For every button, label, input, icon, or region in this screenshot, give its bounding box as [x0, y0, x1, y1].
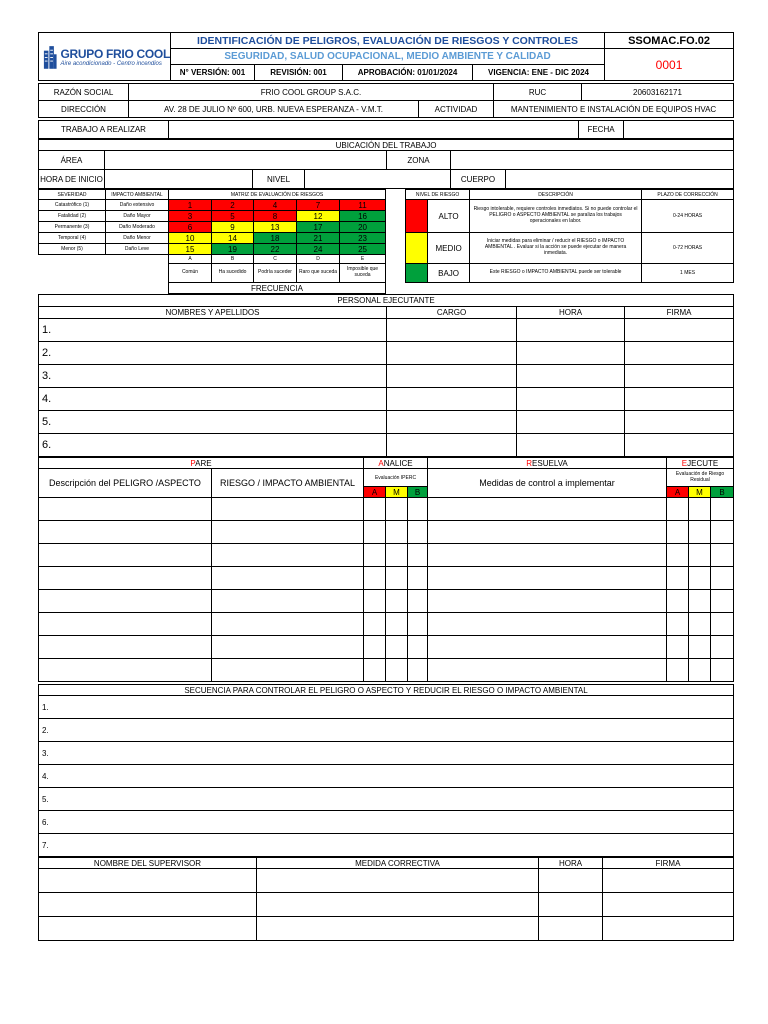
col-firma: FIRMA [603, 858, 734, 869]
table-row [39, 411, 734, 434]
sequence-step[interactable]: 5. [39, 788, 734, 811]
analice-header: ANALICE [364, 458, 428, 469]
plazo-header: PLAZO DE CORRECCIÓN [642, 190, 734, 200]
medidas-header: Medidas de control a implementar [428, 469, 667, 498]
matrix-cell: 6 [169, 222, 212, 233]
col-hora: HORA [539, 858, 603, 869]
matrix-cell: 11 [340, 200, 386, 211]
matrix-cell: 8 [254, 211, 297, 222]
sev-label: Fatalidad (2) [39, 211, 106, 222]
imp-label: Daño Mayor [106, 211, 169, 222]
personal-title: PERSONAL EJECUTANTE [39, 295, 734, 307]
table-row [39, 521, 734, 544]
sev-label: Catastrófico (1) [39, 200, 106, 211]
trabajo-label: TRABAJO A REALIZAR [39, 121, 169, 139]
location-table [38, 139, 734, 189]
matrix-cell: 16 [340, 211, 386, 222]
ipercc-form [38, 32, 733, 941]
risk-matrix [38, 189, 734, 294]
approval-label: APROBACIÓN: 01/01/2024 [343, 65, 473, 81]
supervisor-table [38, 857, 734, 941]
freq-letter: A [169, 255, 212, 264]
matrix-cell: 12 [297, 211, 340, 222]
zona-field[interactable] [451, 151, 734, 170]
personal-row-number[interactable]: 2. [39, 342, 387, 365]
matrix-cell: 4 [254, 200, 297, 211]
logo-brand: GRUPO FRIO COOL [60, 46, 170, 61]
list-item [39, 834, 734, 857]
col-cargo: CARGO [387, 307, 517, 319]
freq-letter: C [254, 255, 297, 264]
matrix-cell: 19 [212, 244, 254, 255]
direccion-value: AV. 28 DE JULIO Nº 600, URB. NUEVA ESPERANZA - V.M.T. [129, 101, 419, 118]
imp-label: Daño Moderado [106, 222, 169, 233]
table-row [39, 319, 734, 342]
form-subtitle: SEGURIDAD, SALUD OCUPACIONAL, MEDIO AMBIENTE Y CALIDAD [171, 49, 605, 65]
level-bajo-label: BAJO [428, 264, 470, 283]
table-row [39, 613, 734, 636]
imp-label: Daño Menor [106, 233, 169, 244]
ruc-value: 20603162171 [582, 84, 734, 101]
sev-label: Temporal (4) [39, 233, 106, 244]
level-bajo-swatch [406, 264, 428, 283]
location-title: UBICACIÓN DEL TRABAJO [39, 140, 734, 151]
ruc-label: RUC [494, 84, 582, 101]
personal-row-number[interactable]: 6. [39, 434, 387, 457]
iperc-b: B [408, 487, 428, 498]
residual-a: A [667, 487, 689, 498]
table-row [39, 893, 734, 917]
table-row [39, 869, 734, 893]
validity-label: VIGENCIA: ENE - DIC 2024 [473, 65, 605, 81]
freq-title: FRECUENCIA [169, 283, 386, 294]
iperc-m: M [386, 487, 408, 498]
col-hora: HORA [517, 307, 625, 319]
personal-row-number[interactable]: 5. [39, 411, 387, 434]
sev-label: Menor (5) [39, 244, 106, 255]
table-row [39, 636, 734, 659]
list-item [39, 788, 734, 811]
table-row [39, 365, 734, 388]
matrix-cell: 3 [169, 211, 212, 222]
matrix-cell: 21 [297, 233, 340, 244]
direccion-label: DIRECCIÓN [39, 101, 129, 118]
version-label: N° VERSIÓN: 001 [171, 65, 255, 81]
pare-table [38, 457, 734, 682]
header-table [38, 32, 734, 81]
sequence-step[interactable]: 3. [39, 742, 734, 765]
matrix-header: MATRIZ DE EVALUACIÓN DE RIESGOS [169, 190, 386, 200]
freq-letter: B [212, 255, 254, 264]
area-label: ÁREA [39, 151, 105, 170]
riesgo-header: RIESGO / IMPACTO AMBIENTAL [212, 469, 364, 498]
actividad-label: ACTIVIDAD [419, 101, 494, 118]
personal-table [38, 294, 734, 457]
iperc-a: A [364, 487, 386, 498]
matrix-cell: 18 [254, 233, 297, 244]
level-alto-label: ALTO [428, 200, 470, 233]
nivel-label: NIVEL [253, 170, 305, 189]
trabajo-table [38, 120, 734, 139]
residual-m: M [689, 487, 711, 498]
matrix-cell: 25 [340, 244, 386, 255]
fecha-field[interactable] [624, 121, 734, 139]
imp-label: Daño Leve [106, 244, 169, 255]
cuerpo-label: CUERPO [451, 170, 506, 189]
eval-iperc-header: Evaluación IPERC [364, 469, 428, 487]
matrix-cell: 10 [169, 233, 212, 244]
sequence-step[interactable]: 1. [39, 696, 734, 719]
matrix-cell: 7 [297, 200, 340, 211]
personal-row-number[interactable]: 3. [39, 365, 387, 388]
hora-inicio-field[interactable] [105, 170, 253, 189]
list-item [39, 719, 734, 742]
list-item [39, 742, 734, 765]
nivel-header: NIVEL DE RIESGO [406, 190, 470, 200]
personal-row-number[interactable]: 1. [39, 319, 387, 342]
form-title: IDENTIFICACIÓN DE PELIGROS, EVALUACIÓN DE RIESGOS Y CONTROLES [171, 33, 605, 49]
actividad-value: MANTENIMIENTO E INSTALACIÓN DE EQUIPOS HVAC [494, 101, 734, 118]
fecha-label: FECHA [579, 121, 624, 139]
level-bajo-desc: Este RIESGO o IMPACTO AMBIENTAL puede ser tolerable [470, 264, 642, 283]
matrix-cell: 2 [212, 200, 254, 211]
freq-label: Podría suceder [254, 264, 297, 283]
sequence-step[interactable]: 7. [39, 834, 734, 857]
sequence-table [38, 684, 734, 857]
form-code: SSOMAC.FO.02 [605, 33, 734, 49]
matrix-cell: 9 [212, 222, 254, 233]
freq-label: Ha sucedido [212, 264, 254, 283]
matrix-cell: 14 [212, 233, 254, 244]
level-medio-desc: Iniciar medidas para eliminar / reducir el RIESGO o IMPACTO AMBIENTAL . Evaluar si la acción se puede ejecutar de manera inmediata. [470, 233, 642, 264]
ejecute-header: EJECUTE [667, 458, 734, 469]
level-medio-label: MEDIO [428, 233, 470, 264]
sev-header: SEVERIDAD [39, 190, 106, 200]
matrix-cell: 17 [297, 222, 340, 233]
level-alto-swatch [406, 200, 428, 233]
sequence-step[interactable]: 2. [39, 719, 734, 742]
resuelva-header: RESUELVA [428, 458, 667, 469]
trabajo-field[interactable] [169, 121, 579, 139]
nivel-field[interactable] [305, 170, 451, 189]
table-row [39, 659, 734, 682]
col-firma: FIRMA [625, 307, 734, 319]
freq-label: Común [169, 264, 212, 283]
list-item [39, 811, 734, 834]
building-icon [43, 44, 57, 70]
eval-residual-header: Evaluación de Riesgo Residual [667, 469, 734, 487]
matrix-cell: 20 [340, 222, 386, 233]
sequence-step[interactable]: 4. [39, 765, 734, 788]
matrix-cell: 24 [297, 244, 340, 255]
table-row [39, 590, 734, 613]
matrix-cell: 23 [340, 233, 386, 244]
cuerpo-field[interactable] [506, 170, 734, 189]
col-supervisor: NOMBRE DEL SUPERVISOR [39, 858, 257, 869]
level-alto-desc: Riesgo intolerable, requiere controles inmediatos. Si no puede controlar el PELIGRO o ASPECTO AMBIENTAL se paraliza los trabajos operacionales en labor. [470, 200, 642, 233]
level-medio-plazo: 0-72 HORAS [642, 233, 734, 264]
hora-inicio-label: HORA DE INICIO [39, 170, 105, 189]
freq-label: Raro que suceda [297, 264, 340, 283]
company-table [38, 83, 734, 118]
residual-b: B [711, 487, 734, 498]
zona-label: ZONA [387, 151, 451, 170]
table-row [39, 388, 734, 411]
level-bajo-plazo: 1 MES [642, 264, 734, 283]
form-number: 0001 [605, 49, 734, 81]
freq-label: Imposible que suceda [340, 264, 386, 283]
area-field[interactable] [105, 151, 387, 170]
table-row [39, 567, 734, 590]
table-row [39, 434, 734, 457]
col-nombres: NOMBRES Y APELLIDOS [39, 307, 387, 319]
sequence-title: SECUENCIA PARA CONTROLAR EL PELIGRO O ASPECTO Y REDUCIR EL RIESGO O IMPACTO AMBIENTAL [39, 685, 734, 696]
list-item [39, 765, 734, 788]
revision-label: REVISIÓN: 001 [255, 65, 343, 81]
table-row [39, 342, 734, 365]
company-logo [39, 33, 171, 81]
matrix-cell: 22 [254, 244, 297, 255]
sequence-step[interactable]: 6. [39, 811, 734, 834]
table-row [39, 917, 734, 941]
freq-letter: E [340, 255, 386, 264]
col-medida: MEDIDA CORRECTIVA [257, 858, 539, 869]
list-item [39, 696, 734, 719]
razon-social-label: RAZÓN SOCIAL [39, 84, 129, 101]
table-row [39, 498, 734, 521]
razon-social-value: FRIO COOL GROUP S.A.C. [129, 84, 494, 101]
imp-header: IMPACTO AMBIENTAL [106, 190, 169, 200]
level-alto-plazo: 0-24 HORAS [642, 200, 734, 233]
matrix-cell: 13 [254, 222, 297, 233]
freq-letter: D [297, 255, 340, 264]
desc-peligro-header: Descripción del PELIGRO /ASPECTO [39, 469, 212, 498]
personal-row-number[interactable]: 4. [39, 388, 387, 411]
imp-label: Daño extensivo [106, 200, 169, 211]
matrix-cell: 1 [169, 200, 212, 211]
desc-header: DESCRIPCIÓN [470, 190, 642, 200]
pare-header: PARE [39, 458, 364, 469]
table-row [39, 544, 734, 567]
matrix-cell: 15 [169, 244, 212, 255]
level-medio-swatch [406, 233, 428, 264]
logo-tagline: Aire acondicionado - Centro incendios [60, 60, 162, 67]
sev-label: Permanente (3) [39, 222, 106, 233]
matrix-cell: 5 [212, 211, 254, 222]
